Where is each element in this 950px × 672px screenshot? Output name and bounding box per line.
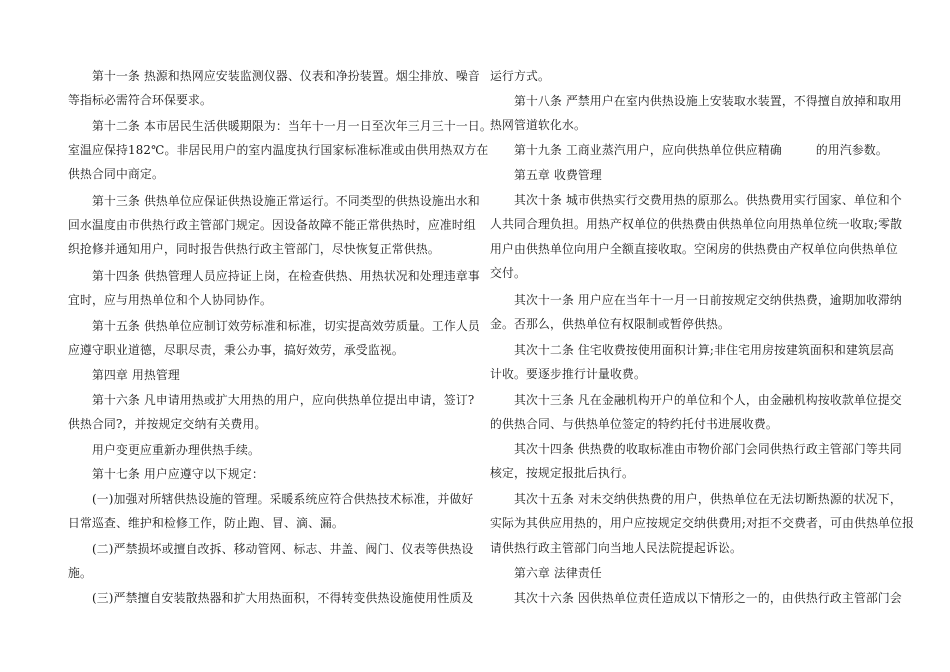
chapter-heading: 第四章 用热管理 bbox=[92, 368, 180, 382]
text-line: 第十五条 供热单位应制订效劳标准和标准，切实提高效劳质量。工作人员 bbox=[92, 319, 480, 333]
text-line: (二)严禁损坏或擅自改拆、移动管网、标志、井盖、阀门、仪表等供热设 bbox=[92, 542, 474, 556]
text-line: 请供热行政主管部门向当地人民法院提起诉讼。 bbox=[490, 541, 742, 555]
text-line: 第十七条 用户应遵守以下规定： bbox=[92, 467, 264, 481]
text-line: 室温应保持182℃。非居民用户的室内温度执行国家标准标准或由供用热双方在 bbox=[68, 143, 489, 157]
text-line: (三)严禁擅自安装散热器和扩大用热面积，不得转变供热设施使用性质及 bbox=[92, 591, 474, 605]
text-line: 运行方式。 bbox=[490, 69, 550, 83]
text-line: 人共同合理负担。用热产权单位的供热费由供热单位向用热单位统一收取;零散 bbox=[490, 217, 903, 231]
text-line: 第十六条 凡申请用热或扩大用热的用户，应向供热单位提出申请，签订? bbox=[92, 393, 475, 407]
text-line: 核定，按规定报批后执行。 bbox=[490, 466, 634, 480]
text-line: 金。否那么，供热单位有权限制或暂停供热。 bbox=[490, 317, 730, 331]
chapter-heading: 第五章 收费管理 bbox=[514, 168, 602, 182]
text-line: 其次十六条 因供热单位责任造成以下情形之一的，由供热行政主管部门会 bbox=[514, 591, 902, 605]
text-line: 供热合同?，并按规定交纳有关费用。 bbox=[68, 417, 267, 431]
right-column bbox=[490, 0, 915, 672]
text-line: 计收。要逐步推行计量收费。 bbox=[490, 367, 646, 381]
text-line: 用户变更应重新办理供热手续。 bbox=[92, 443, 260, 457]
text-line: 的供热合同、与供热单位签定的特约托付书进展收费。 bbox=[490, 417, 778, 431]
text-line: 供热合同中商定。 bbox=[68, 167, 164, 181]
text-line: 交付。 bbox=[490, 266, 526, 280]
text-line: 日常巡查、维护和检修工作，防止跑、冒、滴、漏。 bbox=[68, 516, 344, 530]
text-line: 其次十一条 用户应在当年十一月一日前按规定交纳供热费，逾期加收滞纳 bbox=[514, 293, 902, 307]
text-line: 其次十五条 对未交纳供热费的用户，供热单位在无法切断热源的状况下， bbox=[514, 492, 902, 506]
text-line: 第十三条 供热单位应保证供热设施正常运行。不同类型的供热设施出水和 bbox=[92, 194, 480, 208]
text-line: 等指标必需符合环保要求。 bbox=[68, 93, 212, 107]
text-segment: 第十九条 工商业蒸汽用户，应向供热单位供应精确 bbox=[514, 143, 782, 157]
text-line bbox=[514, 142, 888, 158]
text-line: 热网管道软化水。 bbox=[490, 118, 586, 132]
text-line: 织抢修并通知用户，同时报告供热行政主管部门，尽快恢复正常供热。 bbox=[68, 242, 440, 256]
text-line: 回水温度由市供热行政主管部门规定。因设备故障不能正常供热时，应准时组 bbox=[68, 218, 476, 232]
text-line: 应遵守职业道德，尽职尽责，秉公办事，搞好效劳，承受监视。 bbox=[68, 343, 404, 357]
text-line: 其次十四条 供热费的收取标准由市物价部门会同供热行政主管部门等共同 bbox=[514, 442, 902, 456]
text-line: 其次十条 城市供热实行交费用热的原那么。供热费用实行国家、单位和个 bbox=[514, 193, 902, 207]
text-line: 用户由供热单位向用户全额直接收取。空闲房的供热费由产权单位向供热单位 bbox=[490, 242, 898, 256]
text-segment: 的用汽参数。 bbox=[815, 143, 888, 157]
text-line: 实际为其供应用热的，用户应按规定交纳供费用;对拒不交费者，可由供热单位报 bbox=[490, 516, 915, 530]
text-line: 第十一条 热源和热网应安装监测仪器、仪表和净扮装置。烟尘排放、噪音 bbox=[92, 69, 480, 83]
text-line: 其次十三条 凡在金融机构开户的单位和个人，由金融机构按收款单位提交 bbox=[514, 393, 902, 407]
text-line: 施。 bbox=[68, 566, 92, 580]
text-line: 第十二条 本市居民生活供暖期限为：当年十一月一日至次年三月三十一日。 bbox=[92, 119, 492, 133]
chapter-heading: 第六章 法律责任 bbox=[514, 566, 602, 580]
text-line: 宜时，应与用热单位和个人协同协作。 bbox=[68, 293, 272, 307]
left-column bbox=[68, 0, 492, 672]
text-line: 第十八条 严禁用户在室内供热设施上安装取水装置，不得擅自放掉和取用 bbox=[514, 94, 902, 108]
text-line: (一)加强对所辖供热设施的管理。采暖系统应符合供热技术标准，并做好 bbox=[92, 492, 474, 506]
text-line: 第十四条 供热管理人员应持证上岗，在检查供热、用热状况和处理违章事 bbox=[92, 269, 480, 283]
text-line: 其次十二条 住宅收费按使用面积计算;非住宅用房按建筑面积和建筑层高 bbox=[514, 343, 895, 357]
